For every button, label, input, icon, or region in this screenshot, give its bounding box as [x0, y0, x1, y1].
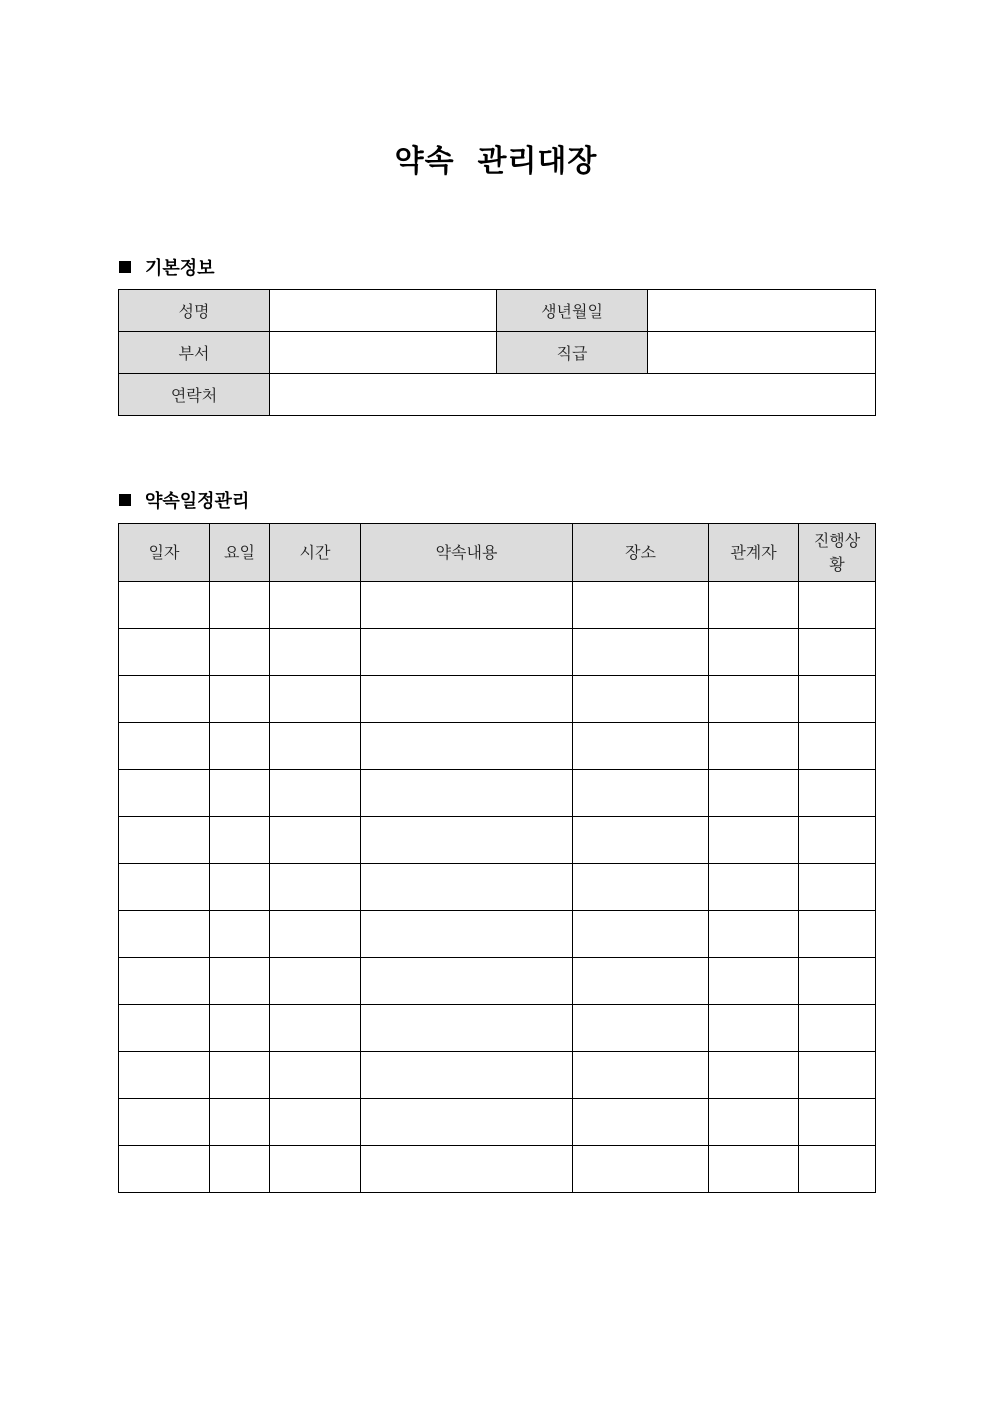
time-cell[interactable] — [270, 1052, 361, 1099]
date-cell[interactable] — [119, 582, 210, 629]
table-row — [119, 374, 876, 416]
date-cell[interactable] — [119, 770, 210, 817]
weekday-cell[interactable] — [210, 1052, 270, 1099]
weekday-cell[interactable] — [210, 1005, 270, 1052]
date-cell[interactable] — [119, 864, 210, 911]
appointment-cell[interactable] — [361, 723, 573, 770]
time-cell[interactable] — [270, 629, 361, 676]
column-header-person: 관계자 — [709, 524, 799, 582]
status-cell[interactable] — [799, 723, 876, 770]
square-bullet-icon — [119, 494, 131, 506]
status-cell[interactable] — [799, 770, 876, 817]
name-field[interactable] — [270, 290, 497, 332]
person-cell[interactable] — [709, 1005, 799, 1052]
column-header-appointment: 약속내용 — [361, 524, 573, 582]
table-row — [119, 582, 876, 629]
table-row — [119, 332, 876, 374]
appointment-cell[interactable] — [361, 911, 573, 958]
table-row — [119, 1052, 876, 1099]
person-cell[interactable] — [709, 629, 799, 676]
location-cell[interactable] — [573, 1052, 709, 1099]
appointment-cell[interactable] — [361, 676, 573, 723]
name-label: 성명 — [119, 290, 270, 332]
table-row — [119, 911, 876, 958]
location-cell[interactable] — [573, 1146, 709, 1193]
table-row — [119, 676, 876, 723]
column-header-status: 진행상황 — [799, 524, 876, 582]
table-row — [119, 770, 876, 817]
table-row — [119, 817, 876, 864]
table-row — [119, 1099, 876, 1146]
location-cell[interactable] — [573, 723, 709, 770]
appointment-cell[interactable] — [361, 1052, 573, 1099]
location-cell[interactable] — [573, 676, 709, 723]
table-header-row — [119, 524, 876, 582]
page-title: 약속 관리대장 — [394, 144, 598, 179]
weekday-cell[interactable] — [210, 582, 270, 629]
status-cell[interactable] — [799, 582, 876, 629]
table-row — [119, 1005, 876, 1052]
department-field[interactable] — [270, 332, 497, 374]
status-cell[interactable] — [799, 911, 876, 958]
column-header-time: 시간 — [270, 524, 361, 582]
time-cell[interactable] — [270, 1005, 361, 1052]
column-header-date: 일자 — [119, 524, 210, 582]
appointment-cell[interactable] — [361, 958, 573, 1005]
appointment-cell[interactable] — [361, 1146, 573, 1193]
status-cell[interactable] — [799, 958, 876, 1005]
weekday-cell[interactable] — [210, 629, 270, 676]
date-cell[interactable] — [119, 723, 210, 770]
column-header-location: 장소 — [573, 524, 709, 582]
location-cell[interactable] — [573, 770, 709, 817]
status-cell[interactable] — [799, 864, 876, 911]
time-cell[interactable] — [270, 1099, 361, 1146]
person-cell[interactable] — [709, 1052, 799, 1099]
time-cell[interactable] — [270, 958, 361, 1005]
person-cell[interactable] — [709, 864, 799, 911]
date-cell[interactable] — [119, 817, 210, 864]
time-cell[interactable] — [270, 723, 361, 770]
section-heading-label: 약속일정관리 — [145, 491, 250, 512]
schedule-table-body — [119, 582, 876, 1193]
appointment-cell[interactable] — [361, 582, 573, 629]
location-cell[interactable] — [573, 817, 709, 864]
person-cell[interactable] — [709, 723, 799, 770]
table-row — [119, 629, 876, 676]
person-cell[interactable] — [709, 770, 799, 817]
date-cell[interactable] — [119, 676, 210, 723]
weekday-cell[interactable] — [210, 958, 270, 1005]
time-cell[interactable] — [270, 582, 361, 629]
appointment-cell[interactable] — [361, 817, 573, 864]
weekday-cell[interactable] — [210, 676, 270, 723]
weekday-cell[interactable] — [210, 864, 270, 911]
person-cell[interactable] — [709, 1099, 799, 1146]
person-cell[interactable] — [709, 1146, 799, 1193]
date-cell[interactable] — [119, 958, 210, 1005]
location-cell[interactable] — [573, 629, 709, 676]
location-cell[interactable] — [573, 1099, 709, 1146]
location-cell[interactable] — [573, 958, 709, 1005]
time-cell[interactable] — [270, 770, 361, 817]
table-row — [119, 1146, 876, 1193]
weekday-cell[interactable] — [210, 770, 270, 817]
date-cell[interactable] — [119, 911, 210, 958]
location-cell[interactable] — [573, 582, 709, 629]
time-cell[interactable] — [270, 1146, 361, 1193]
birthdate-label: 생년월일 — [497, 290, 648, 332]
date-cell[interactable] — [119, 1052, 210, 1099]
section-heading-schedule — [119, 487, 249, 513]
status-cell[interactable] — [799, 1005, 876, 1052]
date-cell[interactable] — [119, 629, 210, 676]
person-cell[interactable] — [709, 676, 799, 723]
time-cell[interactable] — [270, 911, 361, 958]
status-cell[interactable] — [799, 629, 876, 676]
location-cell[interactable] — [573, 911, 709, 958]
section-heading-label: 기본정보 — [145, 258, 215, 279]
table-row — [119, 290, 876, 332]
person-cell[interactable] — [709, 911, 799, 958]
position-label: 직급 — [497, 332, 648, 374]
time-cell[interactable] — [270, 676, 361, 723]
table-row — [119, 864, 876, 911]
status-cell[interactable] — [799, 1146, 876, 1193]
appointment-cell[interactable] — [361, 864, 573, 911]
appointment-cell[interactable] — [361, 629, 573, 676]
appointment-cell[interactable] — [361, 1099, 573, 1146]
time-cell[interactable] — [270, 817, 361, 864]
person-cell[interactable] — [709, 817, 799, 864]
appointment-cell[interactable] — [361, 1005, 573, 1052]
date-cell[interactable] — [119, 1099, 210, 1146]
square-bullet-icon — [119, 261, 131, 273]
department-label: 부서 — [119, 332, 270, 374]
weekday-cell[interactable] — [210, 817, 270, 864]
person-cell[interactable] — [709, 958, 799, 1005]
date-cell[interactable] — [119, 1005, 210, 1052]
section-heading-basic-info — [119, 254, 215, 280]
status-cell[interactable] — [799, 817, 876, 864]
status-cell[interactable] — [799, 1099, 876, 1146]
status-cell[interactable] — [799, 1052, 876, 1099]
weekday-cell[interactable] — [210, 723, 270, 770]
table-row — [119, 958, 876, 1005]
position-field[interactable] — [648, 332, 876, 374]
weekday-cell[interactable] — [210, 911, 270, 958]
location-cell[interactable] — [573, 864, 709, 911]
schedule-table — [118, 523, 876, 1193]
person-cell[interactable] — [709, 582, 799, 629]
contact-field[interactable] — [270, 374, 876, 416]
weekday-cell[interactable] — [210, 1099, 270, 1146]
appointment-cell[interactable] — [361, 770, 573, 817]
column-header-weekday: 요일 — [210, 524, 270, 582]
table-row — [119, 723, 876, 770]
location-cell[interactable] — [573, 1005, 709, 1052]
birthdate-field[interactable] — [648, 290, 876, 332]
date-cell[interactable] — [119, 1146, 210, 1193]
time-cell[interactable] — [270, 864, 361, 911]
weekday-cell[interactable] — [210, 1146, 270, 1193]
contact-label: 연락처 — [119, 374, 270, 416]
status-cell[interactable] — [799, 676, 876, 723]
basic-info-table — [118, 289, 876, 416]
